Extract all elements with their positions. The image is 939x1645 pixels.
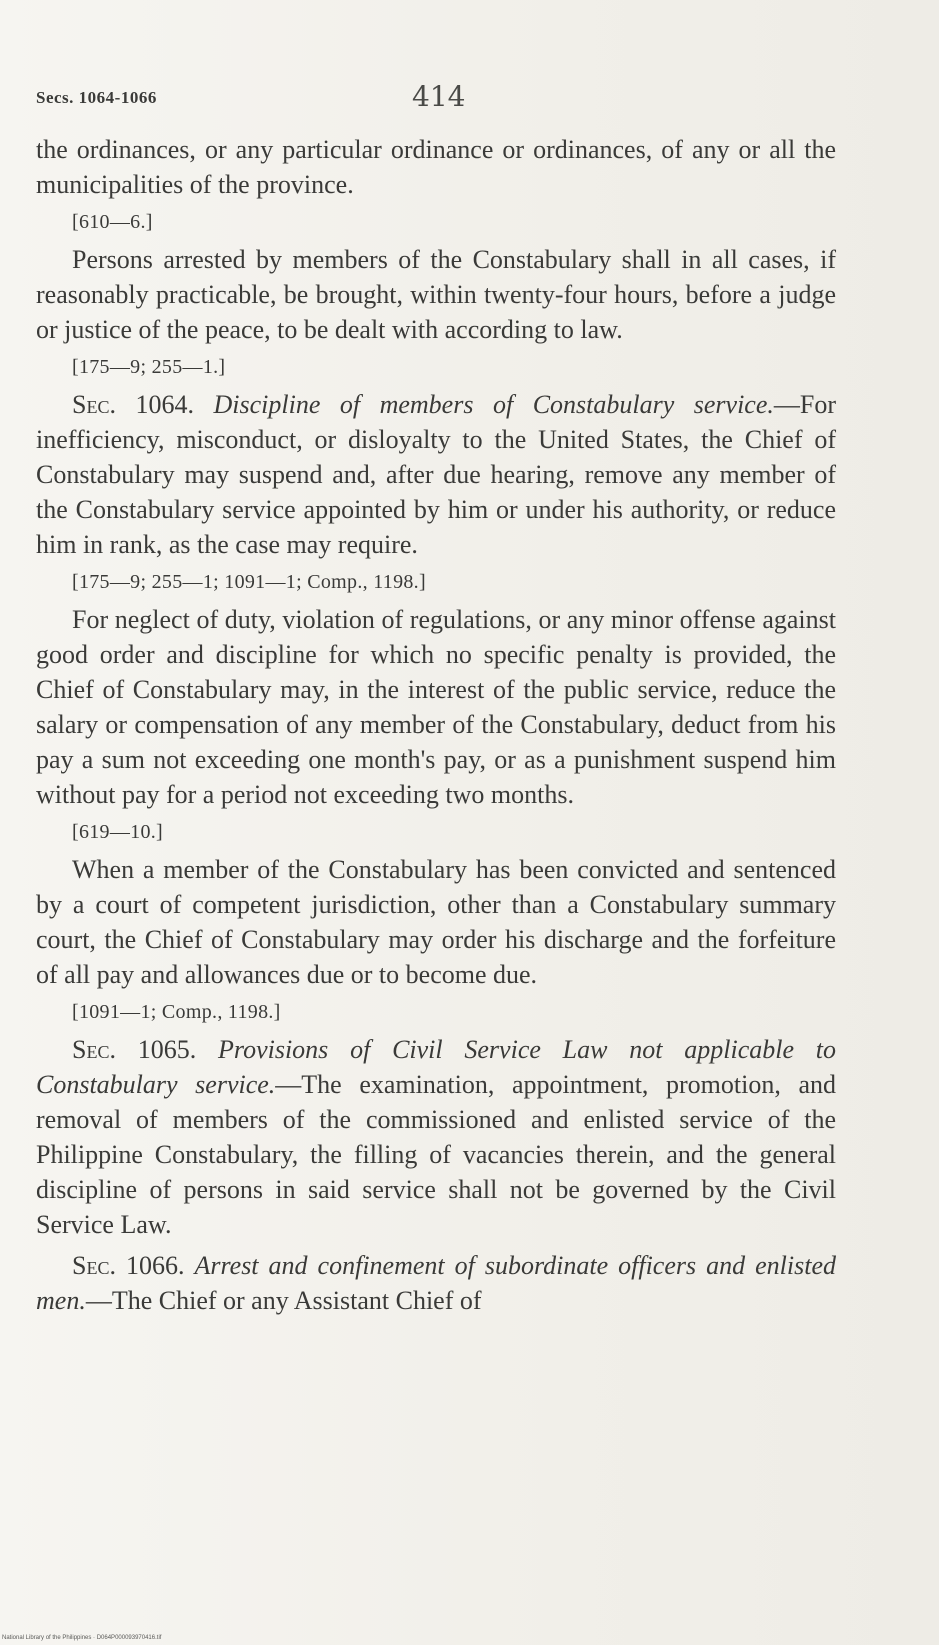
section-1066 — [36, 1248, 836, 1318]
citation: [619—10.] — [72, 821, 164, 843]
section-text: —The examination, appointment, promotion, and removal of members of the commissioned and enlisted service of the Philippine Constabulary, the filling of vacancies therein, and the general discipline of persons in said service shall not be governed by the Civil Service Law. — [36, 1070, 837, 1239]
page-number: 414 — [412, 80, 466, 113]
section-label: Sec. 1066. — [72, 1251, 185, 1280]
citation: [610—6.] — [72, 211, 153, 233]
paragraph: For neglect of duty, violation of regulations, or any minor offense against good order and discipline for which no specific penalty is provided, the Chief of Constabulary may, in the interest of the public service, reduce the salary or compensation of any member of the Constabulary, deduct from his pay a sum not exceeding one month's pay, or as a punishment suspend him without pay for a period not exceeding two months. — [36, 605, 836, 809]
section-title: Arrest and confinement of subordinate officers and enlisted men. — [36, 1251, 837, 1315]
page-header — [36, 80, 836, 114]
section-range: Secs. 1064-1066 — [36, 88, 157, 107]
source-footer: National Library of the Philippines · D064P000093970416.tif — [2, 1635, 162, 1641]
section-label: Sec. 1064. — [72, 390, 194, 419]
paragraph: Persons arrested by members of the Constabulary shall in all cases, if reasonably practicable, be brought, within twenty-four hours, before a judge or justice of the peace, to be dealt with according to law. — [36, 245, 836, 344]
section-text: —The Chief or any Assistant Chief of — [85, 1286, 482, 1315]
paragraph: the ordinances, or any particular ordinance or ordinances, of any or all the municipalities of the province. — [36, 135, 836, 199]
citation: [175—9; 255—1; 1091—1; Comp., 1198.] — [72, 571, 426, 593]
section-title: Provisions of Civil Service Law not applicable to Constabulary service. — [36, 1035, 837, 1099]
page-body — [36, 132, 836, 1318]
section-title: Discipline of members of Constabulary service. — [213, 390, 774, 419]
citation: [175—9; 255—1.] — [72, 356, 226, 378]
paragraph: When a member of the Constabulary has been convicted and sentenced by a court of competent jurisdiction, other than a Constabulary summary court, the Chief of Constabulary may order his discharge and the forfeiture of all pay and allowances due or to become due. — [36, 855, 836, 989]
section-text: —For inefficiency, misconduct, or disloyalty to the United States, the Chief of Constabulary may suspend and, after due hearing, remove any member of the Constabulary service appointed by him or under his authority, or reduce him in rank, as the case may require. — [36, 390, 837, 559]
section-1064 — [36, 387, 836, 562]
section-label: Sec. 1065. — [72, 1035, 197, 1064]
section-1065 — [36, 1032, 836, 1242]
citation: [1091—1; Comp., 1198.] — [72, 1001, 281, 1023]
